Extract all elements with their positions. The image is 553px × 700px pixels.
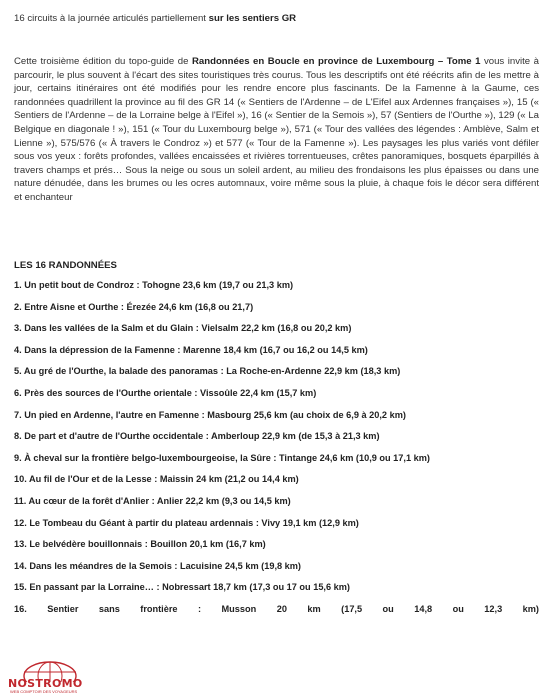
- intro-line: [14, 12, 539, 26]
- description-part1: Cette troisième édition du topo-guide de: [14, 56, 192, 67]
- hike-item-5: 5. Au gré de l'Ourthe, la balade des panoramas : La Roche-en-Ardenne 22,9 km (18,3 km): [14, 366, 401, 377]
- description-paragraph: [14, 55, 539, 205]
- hike-item-9: 9. À cheval sur la frontière belgo-luxembourgeoise, la Sûre : Tintange 24,6 km (10,9 ou 17,1 km): [14, 452, 430, 463]
- section-title: LES 16 RANDONNÉES: [14, 260, 117, 271]
- hike-item-6: 6. Près des sources de l'Ourthe orientale : Vissoûle 22,4 km (15,7 km): [14, 387, 317, 398]
- hike-item-14: 14. Dans les méandres de la Semois : Lacuisine 24,5 km (19,8 km): [14, 560, 301, 571]
- hike-item-15: 15. En passant par la Lorraine… : Nobressart 18,7 km (17,3 ou 17 ou 15,6 km): [14, 582, 350, 593]
- logo-tagline: WEB COMPTOIR DES VOYAGEURS: [10, 689, 78, 694]
- description-book-title: Randonnées en Boucle en province de Luxembourg – Tome 1: [191, 56, 481, 67]
- hike-item-11: 11. Au cœur de la forêt d'Anlier : Anlier 22,2 km (9,3 ou 14,5 km): [14, 495, 291, 506]
- hike-item-8: 8. De part et d'autre de l'Ourthe occidentale : Amberloup 22,9 km (de 15,3 à 21,3 km): [14, 431, 380, 442]
- hike-item-3: 3. Dans les vallées de la Salm et du Glain : Vielsalm 22,2 km (16,8 ou 20,2 km): [14, 323, 352, 334]
- description-part2: vous invite à parcourir, le plus souvent à l'écart des sites touristiques très courus. Tous les descriptifs ont été réécrits afin de les mettre à jour, certains itinéraires ont été modifiés pour les rendre encore plus fascinants. De la Famenne à la Gaume, ces randonnées quadrillent la province au fil des GR 14 (« Sentiers de l'Ardenne – de L'Eifel aux Ardennes françaises »), 15 (« Sentiers de l'Ardenne – de la Lorraine belge à l'Eifel »), 16 (« Sentier de la Semois »), 57 (Sentiers de l'Ourthe »), 129 (« La Belgique en diagonale ! »), 151 (« Tour du Luxembourg belge »), 571 (« Tour des vallées des légendes : Amblève, Salm et Lienne »), 575/576 (« À travers le Condroz ») et 577 (« Tour de la Famenne »). Les paysages les plus variés vont défiler sous vos yeux : forêts profondes, vallées encaissées et rivières torrentueuses, crêtes panoramiques, bosquets éparpillés à travers champs et prés… Sous la neige ou sous un soleil ardent, au milieu des frondaisons les plus épaisses ou dans une nature dénudée, dans les brumes ou les ocres automnaux, voire même sous la pluie, à chaque fois le décor sera différent et enchanteur: [14, 56, 540, 203]
- intro-text: 16 circuits à la journée articulés partiellement: [14, 13, 209, 24]
- hike-item-10: 10. Au fil de l'Our et de la Lesse : Maissin 24 km (21,2 ou 14,4 km): [14, 474, 299, 485]
- hike-item-2: 2. Entre Aisne et Ourthe : Érezée 24,6 km (16,8 ou 21,7): [14, 301, 254, 312]
- intro-bold: sur les sentiers GR: [208, 13, 297, 24]
- nostromo-logo: [4, 660, 96, 694]
- hike-item-13: 13. Le belvédère bouillonnais : Bouillon 20,1 km (16,7 km): [14, 539, 266, 550]
- hike-list: [14, 279, 539, 616]
- logo-name: NOSTROMO: [8, 677, 83, 690]
- hike-item-4: 4. Dans la dépression de la Famenne : Marenne 18,4 km (16,7 ou 16,2 ou 14,5 km): [14, 344, 368, 355]
- hike-item-16: 16. Sentier sans frontière : Musson 20 km (17,5 ou 14,8 ou 12,3 km): [14, 603, 539, 614]
- hike-item-12: 12. Le Tombeau du Géant à partir du plateau ardennais : Vivy 19,1 km (12,9 km): [14, 517, 359, 528]
- hike-item-7: 7. Un pied en Ardenne, l'autre en Famenne : Masbourg 25,6 km (au choix de 6,9 à 20,2 km): [14, 409, 406, 420]
- hike-item-1: 1. Un petit bout de Condroz : Tohogne 23,6 km (19,7 ou 21,3 km): [14, 280, 294, 290]
